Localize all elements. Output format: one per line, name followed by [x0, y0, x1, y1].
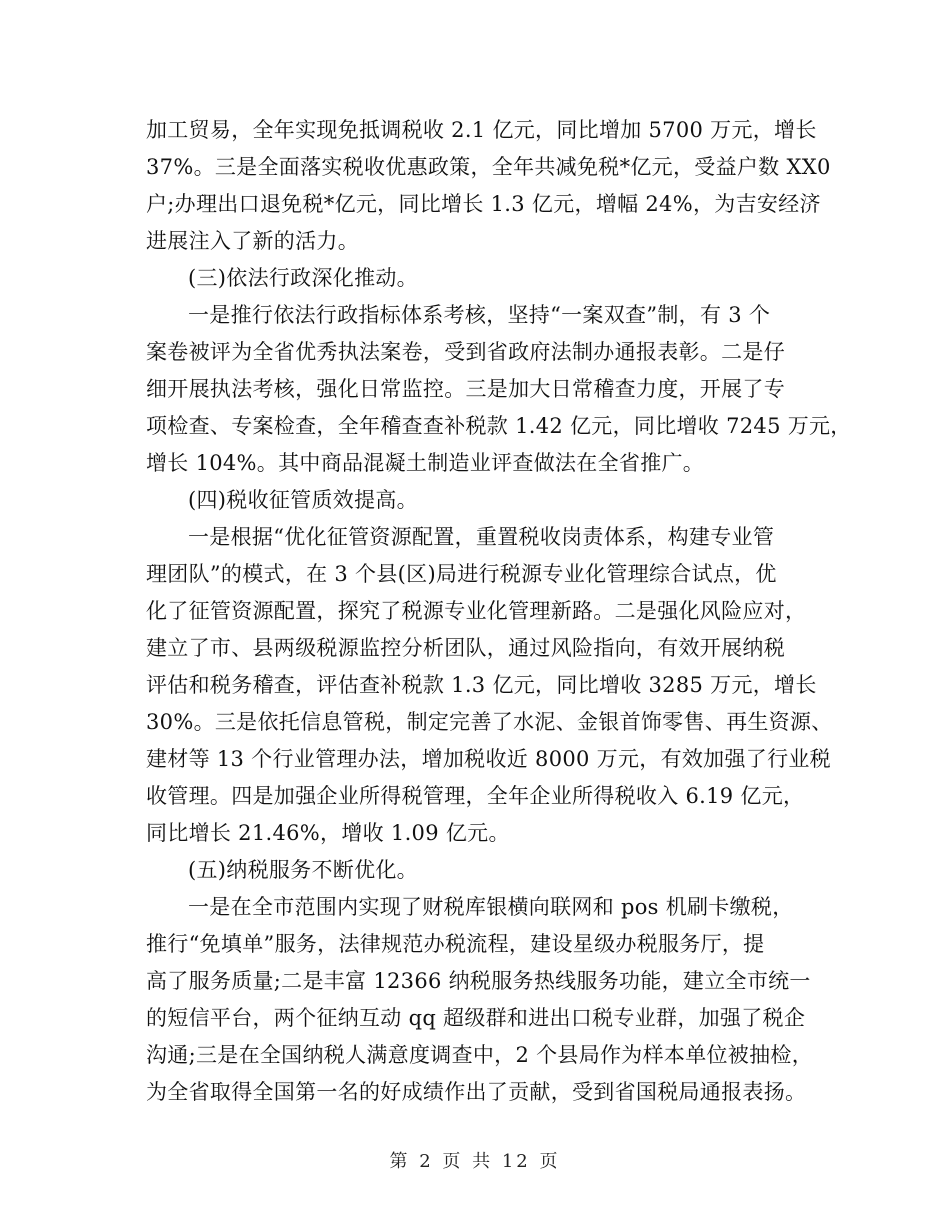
text-line-10: 增长 104%。其中商品混凝土制造业评查做法在全省推广。: [146, 451, 705, 475]
text-line-27: 为全省取得全国第一名的好成绩作出了贡献，受到省国税局通报表扬。: [146, 1080, 807, 1104]
text-line-23: 推行“免填单”服务，法律规范办税流程，建设星级办税服务厅，提: [146, 932, 765, 956]
text-line-14: 化了征管资源配置，探究了税源专业化管理新路。二是强化风险应对，: [146, 599, 807, 623]
text-line-13: 理团队”的模式，在 3 个县(区)局进行税源专业化管理综合试点，优: [146, 562, 777, 586]
text-line-18: 建材等 13 个行业管理办法，增加税收近 8000 万元，有效加强了行业税: [146, 747, 831, 771]
text-line-4: 进展注入了新的活力。: [146, 229, 359, 253]
text-line-12: 一是根据“优化征管资源配置，重置税收岗责体系，构建专业管: [188, 525, 775, 549]
text-line-26: 沟通;三是在全国纳税人满意度调查中，2 个县局作为样本单位被抽检，: [146, 1043, 814, 1067]
text-line-7: 案卷被评为全省优秀执法案卷，受到省政府法制办通报表彰。二是仔: [146, 340, 785, 364]
text-line-6: 一是推行依法行政指标体系考核，坚持“一案双查”制，有 3 个: [188, 303, 771, 327]
text-line-1: 加工贸易，全年实现免抵调税收 2.1 亿元，同比增加 5700 万元，增长: [146, 118, 817, 142]
section-heading-4: (四)税收征管质效提高。: [188, 488, 418, 512]
text-line-17: 30%。三是依托信息管税，制定完善了水泥、金银首饰零售、再生资源、: [146, 710, 833, 734]
text-line-15: 建立了市、县两级税源监控分析团队，通过风险指向，有效开展纳税: [146, 636, 785, 660]
text-line-25: 的短信平台，两个征纳互动 qq 超级群和进出口税专业群，加强了税企: [146, 1006, 806, 1030]
text-line-19: 收管理。四是加强企业所得税管理，全年企业所得税收入 6.19 亿元，: [146, 784, 805, 808]
text-line-20: 同比增长 21.46%，增收 1.09 亿元。: [146, 821, 510, 845]
text-line-22: 一是在全市范围内实现了财税库银横向联网和 pos 机刷卡缴税，: [188, 895, 794, 919]
page-number-footer: 第 2 页 共 12 页: [389, 1151, 561, 1172]
text-line-9: 项检查、专案检查，全年稽查查补税款 1.42 亿元，同比增收 7245 万元，: [146, 414, 852, 438]
text-line-16: 评估和税务稽查，评估查补税款 1.3 亿元，同比增收 3285 万元，增长: [146, 673, 817, 697]
text-line-3: 户;办理出口退免税*亿元，同比增长 1.3 亿元，增幅 24%，为吉安经济: [146, 192, 821, 216]
text-line-2: 37%。三是全面落实税收优惠政策，全年共减免税*亿元，受益户数 XX0: [146, 155, 831, 179]
text-line-8: 细开展执法考核，强化日常监控。三是加大日常稽查力度，开展了专: [146, 377, 785, 401]
section-heading-5: (五)纳税服务不断优化。: [188, 858, 418, 882]
text-line-24: 高了服务质量;二是丰富 12366 纳税服务热线服务功能，建立全市统一: [146, 969, 811, 993]
section-heading-3: (三)依法行政深化推动。: [188, 266, 418, 290]
